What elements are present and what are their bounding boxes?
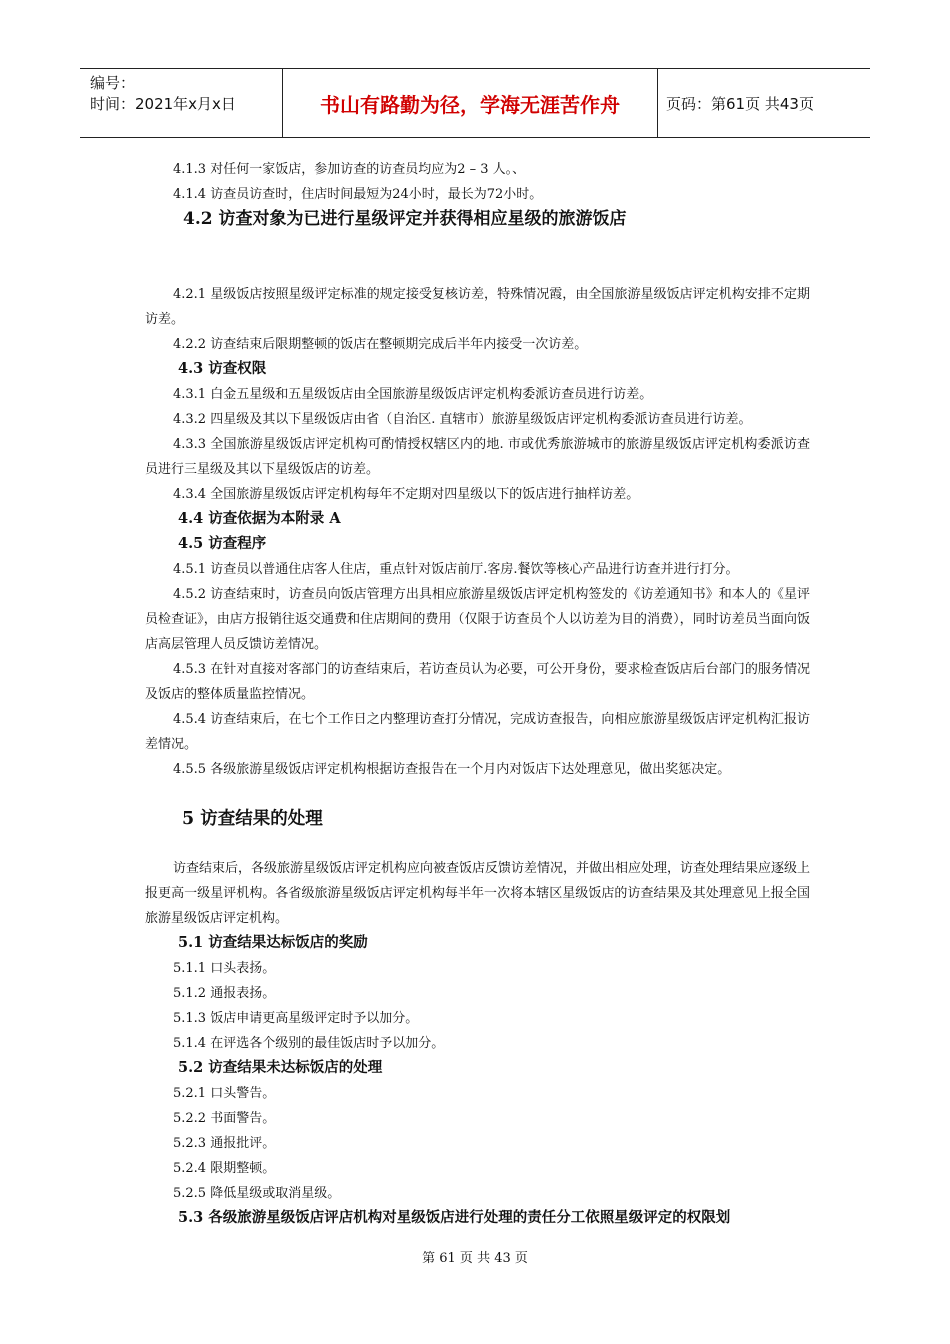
paragraph-4-5-5: 4.5.5 各级旅游星级饭店评定机构根据访查报告在一个月内对饭店下达处理意见，做出奖惩决定。 [173,762,731,777]
paragraph-4-5-3: 4.5.3 在针对直接对客部门的访查结束后，若访查员认为必要，可公开身份，要求检查饭店后台部门的服务情况及饭店的整体质量监控情况。 [145,662,810,702]
paragraph-5-1-3: 5.1.3 饭店申请更高星级评定时予以加分。 [173,1011,419,1026]
heading-4-3: 4.3 访查权限 [178,360,267,377]
paragraph-4-2-1: 4.2.1 星级饭店按照星级评定标准的规定接受复核访差，特殊情况霞，由全国旅游星级饭店评定机构安排不定期访差。 [145,287,810,327]
doc-code: 编号： [90,74,136,92]
paragraph-4-3-1: 4.3.1 白金五星级和五星级饭店由全国旅游星级饭店评定机构委派访查员进行访差。 [173,387,653,402]
paragraph-5-1-1: 5.1.1 口头表扬。 [173,961,276,976]
header-page-number: 页码：第61页 共43页 [666,94,814,113]
paragraph-4-3-2: 4.3.2 四星级及其以下星级饭店由省（自治区. 直辖市）旅游星级饭店评定机构委派访查员进行访差。 [173,412,752,427]
paragraph-5-intro: 访查结束后，各级旅游星级饭店评定机构应向被查饭店反馈访差情况，并做出相应处理，访查处理结果应逐级上报更高一级星评机构。各省级旅游星级饭店评定机构每半年一次将本辖区星级饭店的访查结果及其处理意见上报全国旅游星级饭店评定机构。 [145,861,811,926]
paragraph-5-1-2: 5.1.2 通报表扬。 [173,986,276,1001]
heading-5-1: 5.1 访查结果达标饭店的奖励 [178,934,368,951]
heading-5-2: 5.2 访查结果未达标饭店的处理 [178,1059,383,1076]
doc-time: 时间：2021年x月x日 [90,95,236,113]
heading-5: 5 访查结果的处理 [182,809,323,829]
paragraph-4-5-2: 4.5.2 访查结束时，访查员向饭店管理方出具相应旅游星级饭店评定机构签发的《访差通知书》和本人的《星评员检查证》，由店方报销往返交通费和住店期间的费用（仅限于访查员个人以访差为目的消费），同时访差员当面向饭店高层管理人员反馈访差情况。 [145,587,810,652]
header-motto: 书山有路勤为径，学海无涯苦作舟 [283,69,658,137]
paragraph-5-2-5: 5.2.5 降低星级或取消星级。 [173,1186,341,1201]
paragraph-5-2-3: 5.2.3 通报批评。 [173,1136,276,1151]
heading-4-4: 4.4 访查依据为本附录 A [178,510,341,527]
heading-4-5: 4.5 访查程序 [178,535,267,552]
paragraph-4-1-4: 4.1.4 访查员访查时，住店时间最短为24小时，最长为72小时。 [173,187,543,202]
heading-4-2: 4.2 访查对象为已进行星级评定并获得相应星级的旅游饭店 [183,209,627,229]
paragraph-5-2-4: 5.2.4 限期整顿。 [173,1161,276,1176]
page-footer: 第 61 页 共 43 页 [422,1251,528,1266]
paragraph-4-2-2: 4.2.2 访查结束后限期整顿的饭店在整顿期完成后半年内接受一次访差。 [173,337,588,352]
paragraph-4-3-3: 4.3.3 全国旅游星级饭店评定机构可酌情授权辖区内的地. 市或优秀旅游城市的旅游星级饭店评定机构委派访查员进行三星级及其以下星级饭店的访差。 [145,437,810,477]
paragraph-4-5-4: 4.5.4 访查结束后，在七个工作日之内整理访查打分情况，完成访查报告，向相应旅游星级饭店评定机构汇报访差情况。 [145,712,810,752]
paragraph-4-1-3: 4.1.3 对任何一家饭店，参加访查的访查员均应为2 – 3 人。、 [173,162,526,177]
paragraph-5-1-4: 5.1.4 在评选各个级别的最佳饭店时予以加分。 [173,1036,445,1051]
page-header [80,68,870,138]
paragraph-5-2-1: 5.2.1 口头警告。 [173,1086,276,1101]
header-meta [80,69,283,137]
paragraph-5-2-2: 5.2.2 书面警告。 [173,1111,276,1126]
paragraph-4-5-1: 4.5.1 访查员以普通住店客人住店，重点针对饭店前厅.客房.餐饮等核心产品进行访查并进行打分。 [173,562,739,577]
paragraph-4-3-4: 4.3.4 全国旅游星级饭店评定机构每年不定期对四星级以下的饭店进行抽样访差。 [173,487,640,502]
heading-5-3: 5.3 各级旅游星级饭店评店机构对星级饭店进行处理的责任分工依照星级评定的权限划 [178,1209,731,1226]
